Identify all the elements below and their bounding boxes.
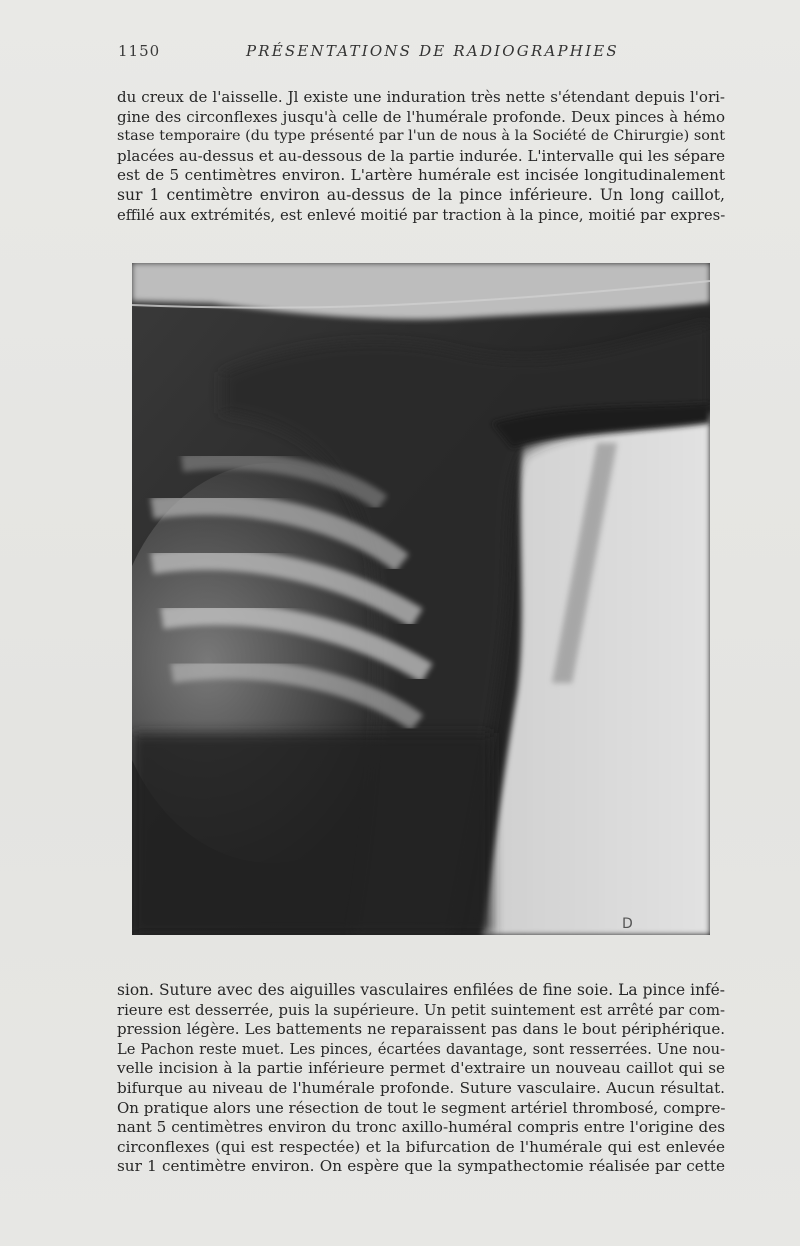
page-header [118, 42, 728, 64]
page-number: 1150 [118, 42, 161, 60]
text-line: rieure est desserrée, puis la supérieure. Un petit suintement est arrêté par com- [117, 1001, 725, 1019]
text-line: circonflexes (qui est respectée) et la bifurcation de l'humérale qui est enlevée [117, 1137, 725, 1156]
text-line: stase temporaire (du type présenté par l'un de nous à la Société de Chirurgie) sont [117, 128, 725, 145]
text-line: On pratique alors une résection de tout le segment artériel thrombosé, compre- [117, 1098, 726, 1117]
text-line: gine des circonflexes jusqu'à celle de l'humérale profonde. Deux pinces à hémo [117, 107, 725, 126]
radiograph-image [132, 263, 710, 935]
text-line: effilé aux extrémités, est enlevé moitié par traction à la pince, moitié par expres- [117, 206, 726, 224]
text-line: velle incision à la partie inférieure permet d'extraire un nouveau caillot qui se [117, 1059, 725, 1078]
radiograph-figure [132, 263, 710, 935]
text-line: sur 1 centimètre environ au-dessus de la pince inférieure. Un long caillot, [117, 185, 725, 204]
text-line: est de 5 centimètres environ. L'artère humérale est incisée longitudinalement [117, 166, 725, 185]
text-line: sur 1 centimètre environ. On espère que la sympathectomie réalisée par cette [117, 1157, 725, 1176]
bottom-paragraph [117, 981, 725, 1177]
text-line: Le Pachon reste muet. Les pinces, écartées davantage, sont resserrées. Une nou- [117, 1040, 725, 1058]
svg-text:D: D [622, 916, 633, 932]
running-title: PRÉSENTATIONS DE RADIOGRAPHIES [246, 42, 619, 60]
text-line: nant 5 centimètres environ du tronc axillo-huméral compris entre l'origine des [117, 1118, 725, 1137]
text-line: sion. Suture avec des aiguilles vasculaires enfilées de fine soie. La pince infé- [117, 981, 725, 999]
text-line: pression légère. Les battements ne reparaissent pas dans le bout périphérique. [117, 1020, 725, 1039]
text-line: bifurque au niveau de l'humérale profonde. Suture vasculaire. Aucun résultat. [117, 1078, 725, 1097]
text-line: du creux de l'aisselle. Jl existe une induration très nette s'étendant depuis l'ori- [117, 88, 725, 106]
top-paragraph [117, 88, 725, 225]
text-line: placées au-dessus et au-dessous de la partie indurée. L'intervalle qui les sépare [117, 146, 725, 165]
